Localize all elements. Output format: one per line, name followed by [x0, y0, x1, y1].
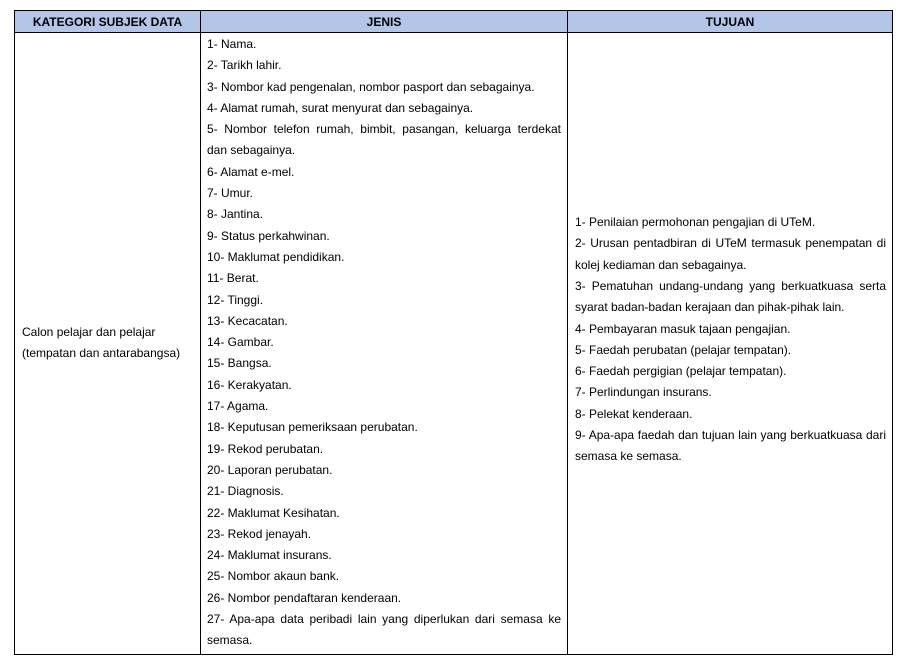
header-tujuan: TUJUAN: [568, 11, 893, 33]
tujuan-item: 9- Apa-apa faedah dan tujuan lain yang berkuatkuasa dari semasa ke semasa.: [575, 427, 886, 464]
jenis-item: 26- Nombor pendaftaran kenderaan.: [207, 590, 402, 605]
jenis-item: 11- Berat.: [207, 271, 259, 286]
jenis-item: 27- Apa-apa data peribadi lain yang diperlukan dari semasa ke semasa.: [207, 612, 561, 648]
jenis-item: 3- Nombor kad pengenalan, nombor pasport dan sebagainya.: [207, 79, 535, 94]
jenis-item: 15- Bangsa.: [207, 356, 272, 371]
jenis-item: 1- Nama.: [207, 37, 257, 51]
header-kategori: KATEGORI SUBJEK DATA: [15, 11, 201, 33]
tujuan-item: 8- Pelekat kenderaan.: [575, 406, 693, 421]
tujuan-item: 5- Faedah perubatan (pelajar tempatan).: [575, 342, 792, 357]
jenis-item: 7- Umur.: [207, 186, 254, 201]
tujuan-item: 4- Pembayaran masuk tajaan pengajian.: [575, 321, 791, 336]
tujuan-item: 1- Penilaian permohonan pengajian di UTeM.: [575, 215, 816, 230]
jenis-item: 20- Laporan perubatan.: [207, 462, 333, 477]
jenis-item: 24- Maklumat insurans.: [207, 548, 332, 563]
jenis-item: 17- Agama.: [207, 399, 269, 414]
table-header-row: [15, 11, 893, 33]
jenis-item: 9- Status perkahwinan.: [207, 228, 330, 243]
jenis-item: 19- Rekod perubatan.: [207, 441, 324, 456]
kategori-cell: [15, 33, 201, 655]
tujuan-item: 7- Perlindungan insurans.: [575, 385, 712, 400]
jenis-item: 23- Rekod jenayah.: [207, 526, 312, 541]
jenis-item: 12- Tinggi.: [207, 292, 264, 307]
tujuan-item: 2- Urusan pentadbiran di UTeM termasuk penempatan di kolej kediaman dan sebagainya.: [575, 236, 886, 272]
jenis-item: 21- Diagnosis.: [207, 484, 284, 499]
header-jenis: JENIS: [201, 11, 568, 33]
tujuan-list: [575, 212, 886, 474]
jenis-item: 4- Alamat rumah, surat menyurat dan sebagainya.: [207, 100, 474, 115]
jenis-cell: [201, 33, 568, 655]
jenis-item: 5- Nombor telefon rumah, bimbit, pasangan, keluarga terdekat dan sebagainya.: [207, 122, 561, 158]
jenis-item: 18- Keputusan pemeriksaan perubatan.: [207, 420, 418, 435]
tujuan-item: 3- Pematuhan undang-undang yang berkuatkuasa serta syarat badan-badan kerajaan dan pihak-pihak lain.: [575, 278, 886, 315]
data-category-table: [14, 10, 893, 655]
jenis-item: 22- Maklumat Kesihatan.: [207, 505, 340, 520]
jenis-item: 14- Gambar.: [207, 335, 274, 350]
tujuan-item: 6- Faedah pergigian (pelajar tempatan).: [575, 364, 787, 379]
kategori-line: Calon pelajar dan pelajar: [22, 324, 156, 339]
jenis-item: 10- Maklumat pendidikan.: [207, 249, 345, 264]
jenis-item: 6- Alamat e-mel.: [207, 164, 295, 179]
jenis-item: 2- Tarikh lahir.: [207, 58, 282, 73]
jenis-item: 13- Kecacatan.: [207, 313, 288, 328]
jenis-item: 8- Jantina.: [207, 207, 264, 222]
jenis-item: 25- Nombor akaun bank.: [207, 569, 340, 584]
jenis-item: 16- Kerakyatan.: [207, 377, 292, 392]
tujuan-cell: [568, 33, 893, 655]
table-row: [15, 33, 893, 655]
kategori-line: (tempatan dan antarabangsa): [22, 345, 181, 360]
